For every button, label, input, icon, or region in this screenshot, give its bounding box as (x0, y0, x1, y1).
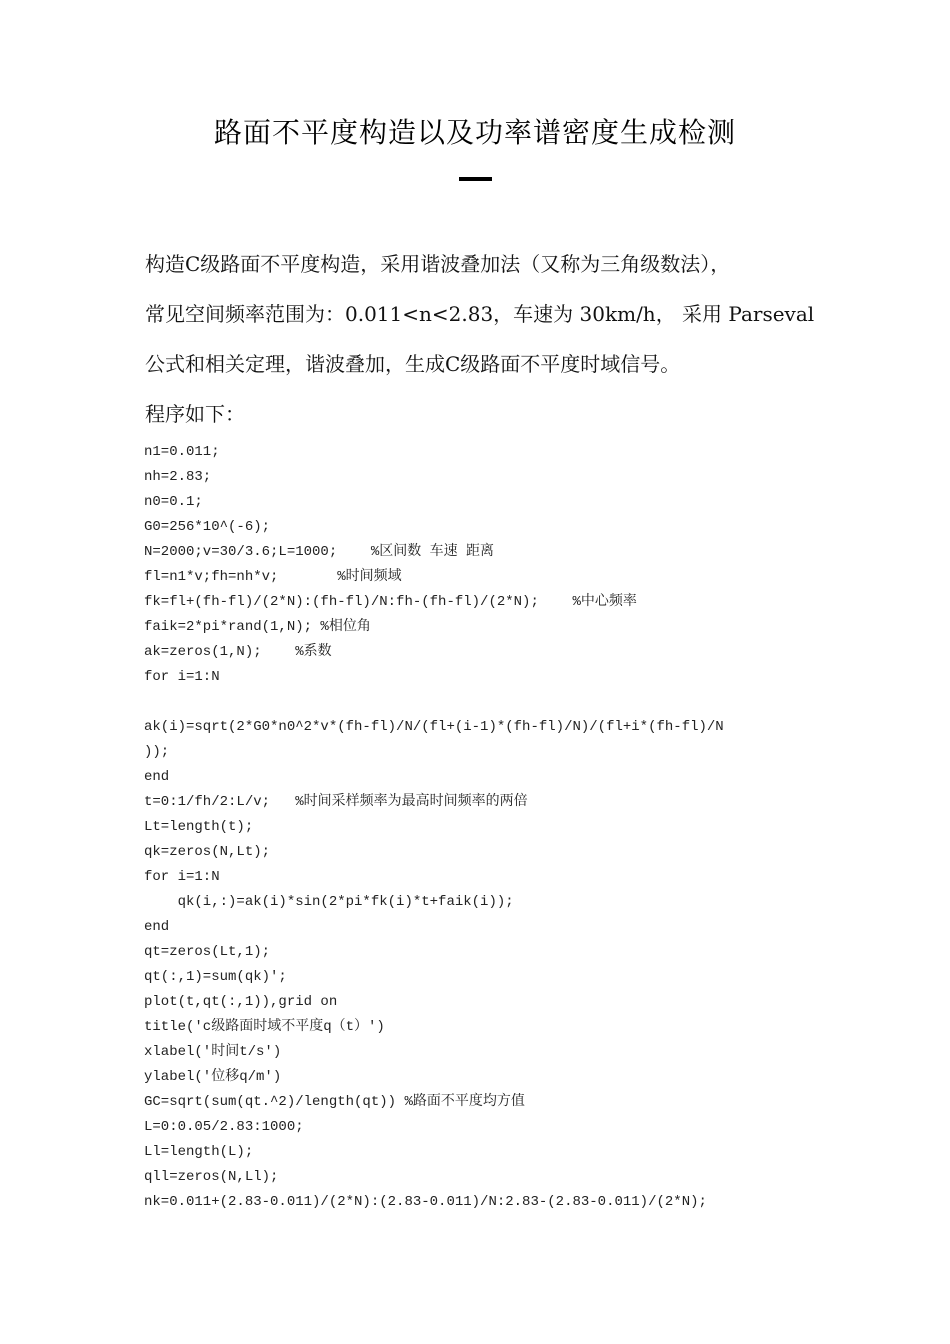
code-line: nh=2.83; (144, 469, 212, 485)
page-title: 路面不平度构造以及功率谱密度生成检测 (213, 116, 736, 149)
code-line: for i=1:N (144, 869, 220, 885)
code-line: for i=1:N (144, 669, 220, 685)
code-line: n1=0.011; (144, 444, 220, 460)
program-label: 程序如下： (145, 402, 245, 426)
code-line: xlabel('时间t/s') (144, 1044, 282, 1060)
intro-line-2: 常见空间频率范围为：0.011<n<2.83，车速为 30km/h， 采用 Parseval (145, 302, 815, 326)
code-line: end (144, 769, 170, 785)
code-line: G0=256*10^(-6); (144, 519, 271, 535)
intro-line-3: 公式和相关定理，谐波叠加，生成C级路面不平度时域信号。 (145, 352, 681, 376)
code-line: qt=zeros(Lt,1); (144, 944, 271, 960)
code-line: plot(t,qt(:,1)),grid on (144, 994, 338, 1010)
code-line: faik=2*pi*rand(1,N); %相位角 (144, 619, 371, 635)
code-line: Lt=length(t); (144, 819, 254, 835)
code-line: nk=0.011+(2.83-0.011)/(2*N):(2.83-0.011)/N:2.83-(2.83-0.011)/(2*N); (144, 1194, 707, 1210)
code-line: fl=n1*v;fh=nh*v; %时间频域 (144, 569, 402, 585)
code-line: Ll=length(L); (144, 1144, 254, 1160)
code-line: L=0:0.05/2.83:1000; (144, 1119, 304, 1135)
intro-line-1: 构造C级路面不平度构造，采用谐波叠加法（又称为三角级数法）， (145, 252, 731, 276)
code-line: ak=zeros(1,N); %系数 (144, 644, 332, 660)
code-line: qt(:,1)=sum(qk)'; (144, 969, 287, 985)
code-line: )); (144, 744, 170, 760)
code-block (144, 442, 824, 1217)
code-line: title('c级路面时域不平度q（t）') (144, 1019, 385, 1035)
code-line: end (144, 919, 170, 935)
code-line: n0=0.1; (144, 494, 203, 510)
title-dash (459, 177, 492, 181)
code-line: qk(i,:)=ak(i)*sin(2*pi*fk(i)*t+faik(i)); (144, 894, 514, 910)
code-line: qll=zeros(N,Ll); (144, 1169, 279, 1185)
code-line: qk=zeros(N,Lt); (144, 844, 271, 860)
code-line: t=0:1/fh/2:L/v; %时间采样频率为最高时间频率的两倍 (144, 794, 528, 810)
code-line (144, 692, 824, 717)
code-line: ak(i)=sqrt(2*G0*n0^2*v*(fh-fl)/N/(fl+(i-1)*(fh-fl)/N)/(fl+i*(fh-fl)/N (144, 719, 724, 735)
code-line: N=2000;v=30/3.6;L=1000; %区间数 车速 距离 (144, 544, 495, 560)
code-line: fk=fl+(fh-fl)/(2*N):(fh-fl)/N:fh-(fh-fl)/(2*N); %中心频率 (144, 594, 637, 610)
code-line: GC=sqrt(sum(qt.^2)/length(qt)) %路面不平度均方值 (144, 1094, 525, 1110)
code-line: ylabel('位移q/m') (144, 1069, 282, 1085)
